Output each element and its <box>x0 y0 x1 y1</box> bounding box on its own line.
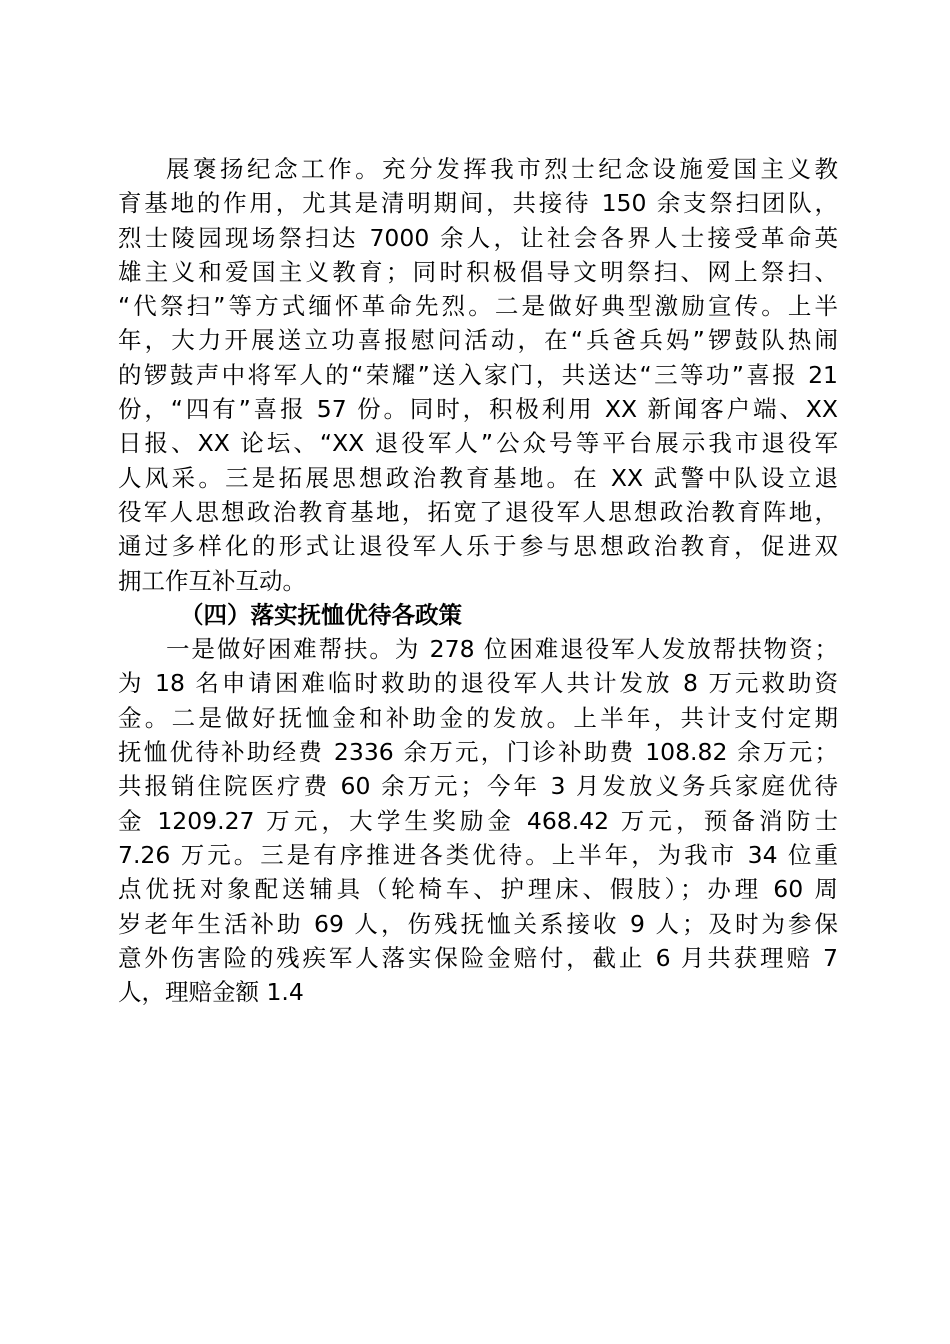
text-line: 7.26 万元。三是有序推进各类优待。上半年，为我市 34 位重 <box>118 840 838 869</box>
text-line: 通过多样化的形式让退役军人乐于参与思想政治教育，促进双 <box>118 532 838 561</box>
text-line: 役军人思想政治教育基地，拓宽了退役军人思想政治教育阵地， <box>118 497 838 526</box>
document-body <box>118 152 838 1009</box>
text-line: 一是做好困难帮扶。为 278 位困难退役军人发放帮扶物资； <box>166 635 838 664</box>
text-line: 人，理赔金额 1.4 <box>118 978 304 1007</box>
paragraph-preferential-treatment <box>118 632 838 1009</box>
text-line: 雄主义和爱国主义教育；同时积极倡导文明祭扫、网上祭扫、 <box>118 257 838 286</box>
text-line: 展褒扬纪念工作。充分发挥我市烈士纪念设施爱国主义教 <box>166 155 838 183</box>
text-line: 点优抚对象配送辅具（轮椅车、护理床、假肢）；办理 60 周 <box>118 875 838 904</box>
text-line: 的锣鼓声中将军人的“荣耀”送入家门，共送达“三等功”喜报 21 <box>118 360 838 389</box>
text-line: 日报、XX 论坛、“XX 退役军人”公众号等平台展示我市退役军 <box>118 429 838 458</box>
text-line: “代祭扫”等方式缅怀革命先烈。二是做好典型激励宣传。上半 <box>118 292 838 321</box>
text-line: 岁老年生活补助 69 人，伤残抚恤关系接收 9 人；及时为参保 <box>118 909 838 938</box>
text-line: 金。二是做好抚恤金和补助金的发放。上半年，共计支付定期 <box>118 703 838 732</box>
text-line: 份，“四有”喜报 57 份。同时，积极利用 XX 新闻客户端、XX <box>118 395 838 424</box>
text-line: 共报销住院医疗费 60 余万元；今年 3 月发放义务兵家庭优待 <box>118 772 838 801</box>
text-line: 育基地的作用，尤其是清明期间，共接待 150 余支祭扫团队， <box>118 189 838 218</box>
text-line: 金 1209.27 万元，大学生奖励金 468.42 万元，预备消防士 <box>118 806 838 835</box>
text-line: 意外伤害险的残疾军人落实保险金赔付，截止 6 月共获理赔 7 <box>118 943 838 972</box>
text-line: 烈士陵园现场祭扫达 7000 余人，让社会各界人士接受革命英 <box>118 223 838 252</box>
text-line: 为 18 名申请困难临时救助的退役军人共计发放 8 万元救助资 <box>118 669 838 698</box>
text-line: 抚恤优待补助经费 2336 余万元，门诊补助费 108.82 余万元； <box>118 738 838 767</box>
section-heading: （四）落实抚恤优待各政策 <box>180 600 462 629</box>
paragraph-commemoration <box>118 152 838 598</box>
text-line: 拥工作互补互动。 <box>118 566 306 595</box>
text-line: 人风采。三是拓展思想政治教育基地。在 XX 武警中队设立退 <box>118 463 838 492</box>
text-line: 年，大力开展送立功喜报慰问活动，在“兵爸兵妈”锣鼓队热闹 <box>118 326 838 355</box>
